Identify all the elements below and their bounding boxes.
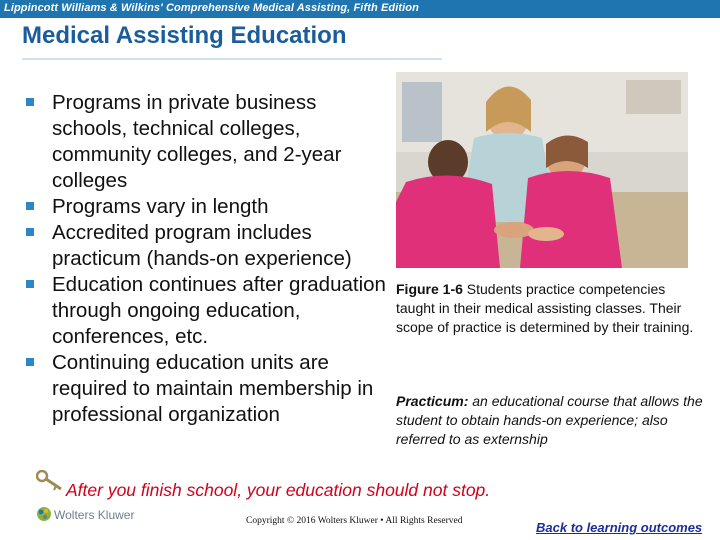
slide-title: Medical Assisting Education <box>22 22 347 49</box>
book-title: Lippincott Williams & Wilkins' Comprehensive Medical Assisting, Fifth Edition <box>4 2 419 14</box>
book-title-bar <box>0 0 720 18</box>
bullet-item <box>26 90 386 194</box>
back-to-learning-outcomes-link[interactable]: Back to learning outcomes <box>536 520 703 535</box>
bullet-item <box>26 220 386 272</box>
definition-text: an educational course that allows the student to obtain hands-on experience; also referred to as externship <box>396 393 703 447</box>
publisher-name: Wolters Kluwer <box>54 508 135 522</box>
students-practice-photo <box>396 72 688 268</box>
bullet-square-icon <box>26 228 34 236</box>
bullet-square-icon <box>26 280 34 288</box>
bullet-square-icon <box>26 358 34 366</box>
figure-caption <box>396 280 696 337</box>
takeaway-text: After you finish school, your education should not stop. <box>66 480 491 500</box>
photo-illustration <box>396 72 688 268</box>
copyright-notice: Copyright © 2016 Wolters Kluwer • All Rights Reserved <box>246 516 463 526</box>
wolters-kluwer-logo-icon <box>36 506 52 522</box>
bullet-list <box>26 90 386 428</box>
bullet-square-icon <box>26 202 34 210</box>
bullet-text: Continuing education units are required to maintain membership in professional organization <box>52 351 374 426</box>
bullet-square-icon <box>26 98 34 106</box>
key-icon <box>36 470 64 492</box>
bullet-item <box>26 194 386 220</box>
definition-box <box>396 392 706 449</box>
figure-label: Figure 1-6 <box>396 281 463 297</box>
bullet-text: Programs vary in length <box>52 195 269 218</box>
bullet-item <box>26 272 386 350</box>
bullet-text: Accredited program includes practicum (hands-on experience) <box>52 221 352 270</box>
bullet-text: Education continues after graduation through ongoing education, conferences, etc. <box>52 273 386 348</box>
definition-term: Practicum: <box>396 393 469 409</box>
figure-caption-text: Students practice competencies taught in their medical assisting classes. Their scope of practice is determined by their training. <box>396 281 694 335</box>
bullet-text: Programs in private business schools, technical colleges, community colleges, and 2-year colleges <box>52 91 342 192</box>
bullet-item <box>26 350 386 428</box>
